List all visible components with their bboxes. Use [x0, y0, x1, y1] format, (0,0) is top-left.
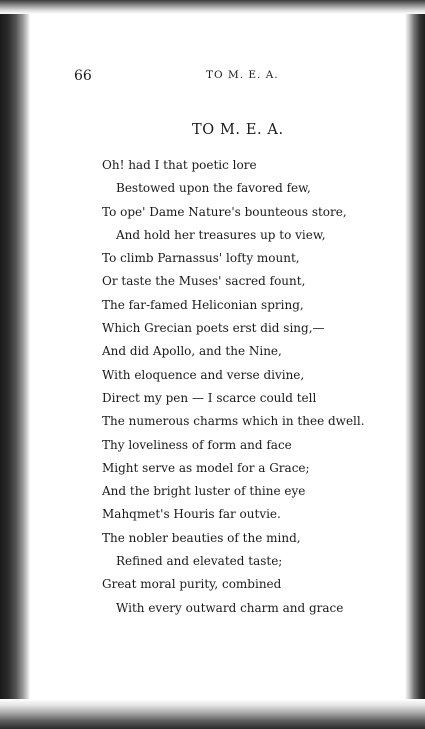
poem-line: And did Apollo, and the Nine, — [102, 344, 282, 359]
poem-line: To ope' Dame Nature's bounteous store, — [102, 204, 347, 219]
poem-line: The numerous charms which in thee dwell. — [102, 414, 365, 429]
poem-line: And hold her treasures up to view, — [116, 227, 326, 242]
scan-edge-bottom — [0, 699, 425, 729]
poem-line: With eloquence and verse divine, — [102, 367, 305, 382]
scan-edge-right — [405, 0, 425, 729]
poem-body — [102, 154, 402, 620]
poem-line: The nobler beauties of the mind, — [102, 530, 301, 545]
running-title: TO M. E. A. — [206, 69, 279, 81]
scan-edge-left — [0, 0, 30, 729]
poem-line: Bestowed upon the favored few, — [116, 181, 311, 196]
poem-line: Mahqmet's Houris far outvie. — [102, 507, 281, 522]
poem-line: Or taste the Muses' sacred fount, — [102, 274, 306, 289]
poem-line: With every outward charm and grace — [116, 600, 344, 615]
poem-line: Great moral purity, combined — [102, 577, 282, 592]
page-number: 66 — [74, 68, 92, 84]
book-page — [30, 14, 405, 699]
poem-line: To climb Parnassus' lofty mount, — [102, 251, 300, 266]
poem-line: Refined and elevated taste; — [116, 554, 283, 569]
scan-edge-top — [0, 0, 425, 14]
running-head — [74, 68, 394, 88]
poem-line: Might serve as model for a Grace; — [102, 460, 310, 475]
poem-line: Thy loveliness of form and face — [102, 437, 292, 452]
poem-title: TO M. E. A. — [192, 122, 284, 138]
poem-line: Which Grecian poets erst did sing,— — [102, 321, 325, 336]
poem-line: And the bright luster of thine eye — [102, 484, 306, 499]
poem-line: Direct my pen — I scarce could tell — [102, 390, 317, 405]
poem-line: The far-famed Heliconian spring, — [102, 297, 304, 312]
poem-line: Oh! had I that poetic lore — [102, 158, 257, 172]
